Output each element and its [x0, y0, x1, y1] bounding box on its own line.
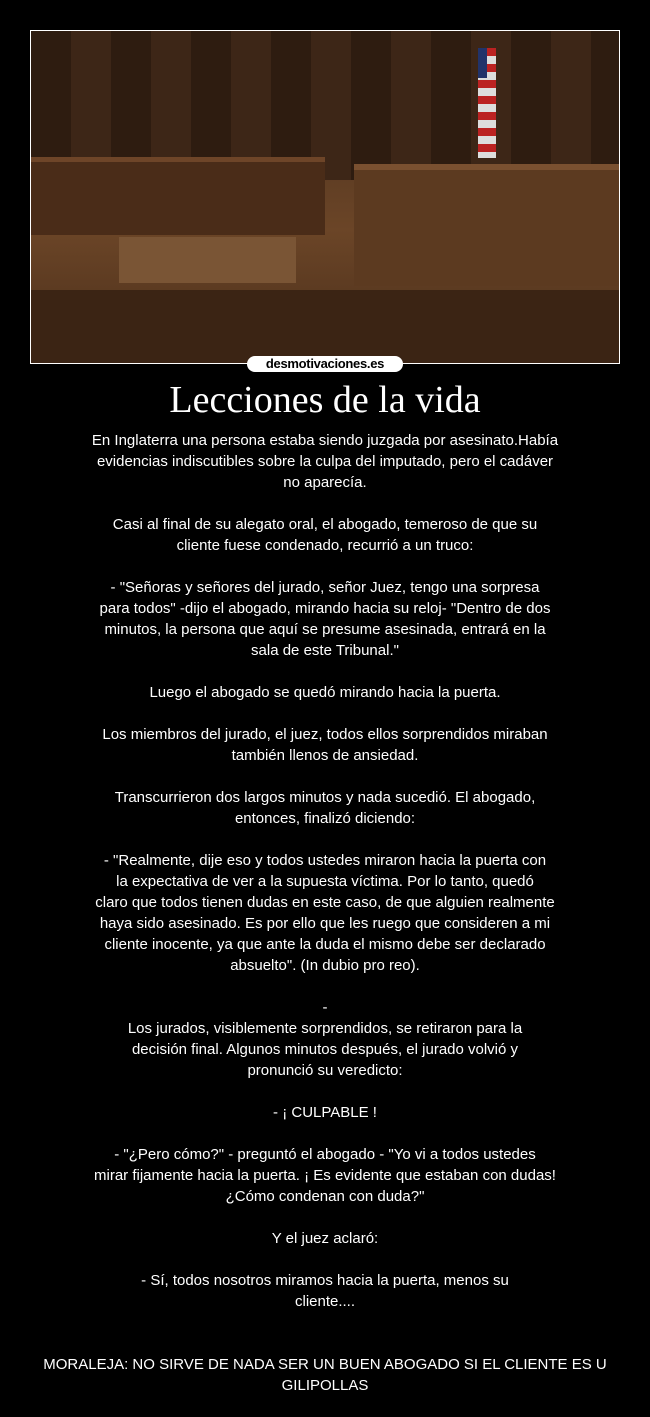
judge-bench	[354, 164, 619, 286]
blank-line	[20, 556, 630, 577]
blank-line	[20, 1333, 630, 1354]
text-line: entonces, finalizó diciendo:	[234, 810, 416, 827]
text-line: cliente fuese condenado, recurrió a un truco:	[176, 537, 474, 554]
blank-line	[20, 703, 630, 724]
text-line: no aparecía.	[283, 474, 367, 491]
text-line: -	[322, 999, 328, 1016]
text-line: Transcurrieron dos largos minutos y nada sucedió. El abogado,	[114, 789, 536, 806]
blank-line	[20, 829, 630, 850]
text-line: para todos" -dijo el abogado, mirando hacia su reloj- "Dentro de dos	[99, 600, 551, 617]
us-flag	[478, 48, 496, 158]
text-line: evidencias indiscutibles sobre la culpa del imputado, pero el cadáver	[96, 453, 554, 470]
text-line: cliente....	[294, 1293, 356, 1310]
courtroom-photo	[30, 30, 620, 364]
text-line: la expectativa de ver a la supuesta víctima. Por lo tanto, quedó	[116, 873, 534, 890]
text-line: Casi al final de su alegato oral, el abogado, temeroso de que su	[112, 516, 538, 533]
text-line: haya sido asesinado. Es por ello que les ruego que consideren a mi	[99, 915, 551, 932]
text-line: minutos, la persona que aquí se presume asesinada, entrará en la	[104, 621, 546, 638]
watermark-logo: desmotivaciones.es	[247, 356, 403, 372]
text-line: - "Realmente, dije eso y todos ustedes miraron hacia la puerta con	[103, 852, 547, 869]
text-line: MORALEJA: NO SIRVE DE NADA SER UN BUEN ABOGADO SI EL CLIENTE ES U	[43, 1356, 607, 1373]
text-line: - Sí, todos nosotros miramos hacia la puerta, menos su	[141, 1272, 509, 1289]
text-line: - ¡ CULPABLE !	[273, 1104, 377, 1121]
text-line: pronunció su veredicto:	[247, 1062, 403, 1079]
text-line: Los miembros del jurado, el juez, todos ellos sorprendidos miraban	[102, 726, 548, 743]
text-line: sala de este Tribunal."	[251, 642, 399, 659]
jury-box	[31, 157, 325, 235]
floor	[31, 290, 619, 363]
blank-line	[20, 1123, 630, 1144]
story-text	[20, 430, 630, 1396]
text-line: decisión final. Algunos minutos después, el jurado volvió y	[131, 1041, 519, 1058]
text-line: también llenos de ansiedad.	[231, 747, 419, 764]
blank-line	[20, 1081, 630, 1102]
text-line: claro que todos tienen dudas en este caso, de que alguien realmente	[95, 894, 555, 911]
text-line: Y el juez aclaró:	[271, 1230, 379, 1247]
text-line: En Inglaterra una persona estaba siendo juzgada por asesinato.Había	[91, 432, 559, 449]
blank-line	[20, 661, 630, 682]
blank-line	[20, 493, 630, 514]
poster-title: Lecciones de la vida	[169, 379, 481, 421]
text-line: Los jurados, visiblemente sorprendidos, se retiraron para la	[127, 1020, 523, 1037]
blank-line	[20, 976, 630, 997]
text-line: ¿Cómo condenan con duda?"	[225, 1188, 425, 1205]
defense-table	[119, 237, 295, 283]
text-line: absuelto". (In dubio pro reo).	[230, 957, 420, 974]
blank-line	[20, 1207, 630, 1228]
blank-line	[20, 766, 630, 787]
text-line: cliente inocente, ya que ante la duda el mismo debe ser declarado	[104, 936, 546, 953]
text-line: - "¿Pero cómo?" - preguntó el abogado - "Yo vi a todos ustedes	[114, 1146, 536, 1163]
text-line: Luego el abogado se quedó mirando hacia la puerta.	[149, 684, 501, 701]
text-line: GILIPOLLAS	[281, 1377, 369, 1394]
blank-line	[20, 1249, 630, 1270]
blank-line	[20, 1312, 630, 1333]
text-line: - "Señoras y señores del jurado, señor Juez, tengo una sorpresa	[110, 579, 540, 596]
text-line: mirar fijamente hacia la puerta. ¡ Es evidente que estaban con dudas!	[94, 1167, 556, 1184]
